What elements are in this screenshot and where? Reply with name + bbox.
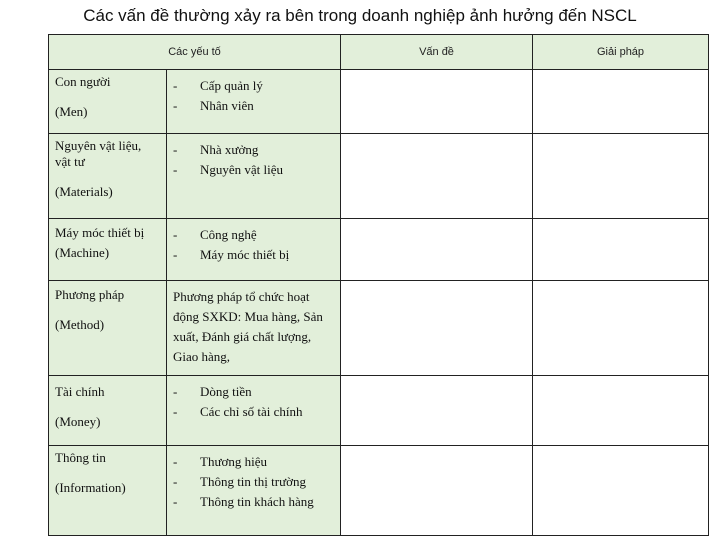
factor-name: Con người: [55, 74, 111, 89]
list-item: - Nguyên vật liệu: [173, 162, 284, 177]
factor-english: (Men): [55, 104, 88, 119]
detail-cell: [167, 281, 341, 376]
issue-cell[interactable]: [341, 376, 533, 446]
factor-cell: [49, 281, 167, 376]
factor-name: Phương pháp: [55, 287, 125, 302]
factor-cell: [49, 446, 167, 536]
table-row: [49, 281, 709, 376]
factor-english: (Materials): [55, 184, 113, 199]
list-item: - Thương hiệu: [173, 454, 267, 469]
solution-cell[interactable]: [533, 70, 709, 134]
issues-table: [48, 34, 709, 536]
table-row: [49, 134, 709, 219]
solution-cell[interactable]: [533, 219, 709, 281]
factor-english: (Method): [55, 317, 105, 332]
solution-cell[interactable]: [533, 134, 709, 219]
table-row: [49, 219, 709, 281]
factor-cell: [49, 376, 167, 446]
detail-cell: [167, 219, 341, 281]
list-item: - Nhân viên: [173, 98, 254, 113]
factor-name: Nguyên vật liệu, vật tư: [55, 138, 142, 169]
detail-cell: [167, 70, 341, 134]
list-item: - Công nghệ: [173, 227, 257, 242]
header-issue: Vấn đề: [341, 35, 533, 70]
table-row: [49, 376, 709, 446]
solution-cell[interactable]: [533, 446, 709, 536]
solution-cell[interactable]: [533, 376, 709, 446]
detail-cell: [167, 134, 341, 219]
table-row: [49, 70, 709, 134]
table-row: [49, 446, 709, 536]
factor-name: Máy móc thiết bị: [55, 225, 145, 240]
solution-cell[interactable]: [533, 281, 709, 376]
list-item: - Cấp quản lý: [173, 78, 263, 93]
header-row: [49, 35, 709, 70]
issue-cell[interactable]: [341, 446, 533, 536]
list-item: - Máy móc thiết bị: [173, 247, 290, 262]
factor-name: Thông tin: [55, 450, 106, 465]
issue-cell[interactable]: [341, 70, 533, 134]
issue-cell[interactable]: [341, 134, 533, 219]
issue-cell[interactable]: [341, 281, 533, 376]
factor-english: (Money): [55, 414, 101, 429]
page-title: Các vấn đề thường xảy ra bên trong doanh nghiệp ảnh hưởng đến NSCL: [83, 6, 637, 25]
detail-cell: [167, 376, 341, 446]
detail-paragraph: Phương pháp tổ chức hoạt động SXKD: Mua hàng, Sản xuất, Đánh giá chất lượng, Giao hàng,: [173, 289, 323, 364]
list-item: - Thông tin khách hàng: [173, 494, 314, 509]
header-solution: Giải pháp: [533, 35, 709, 70]
list-item: - Dòng tiền: [173, 384, 252, 399]
factor-cell: [49, 219, 167, 281]
list-item: - Thông tin thị trường: [173, 474, 306, 489]
list-item: - Nhà xưởng: [173, 142, 259, 157]
detail-cell: [167, 446, 341, 536]
header-factors: Các yếu tố: [49, 35, 341, 70]
factor-english: (Information): [55, 480, 126, 495]
factor-cell: [49, 70, 167, 134]
factor-english: (Machine): [55, 245, 110, 260]
list-item: - Các chỉ số tài chính: [173, 404, 303, 419]
factor-name: Tài chính: [55, 384, 105, 399]
issue-cell[interactable]: [341, 219, 533, 281]
factor-cell: [49, 134, 167, 219]
